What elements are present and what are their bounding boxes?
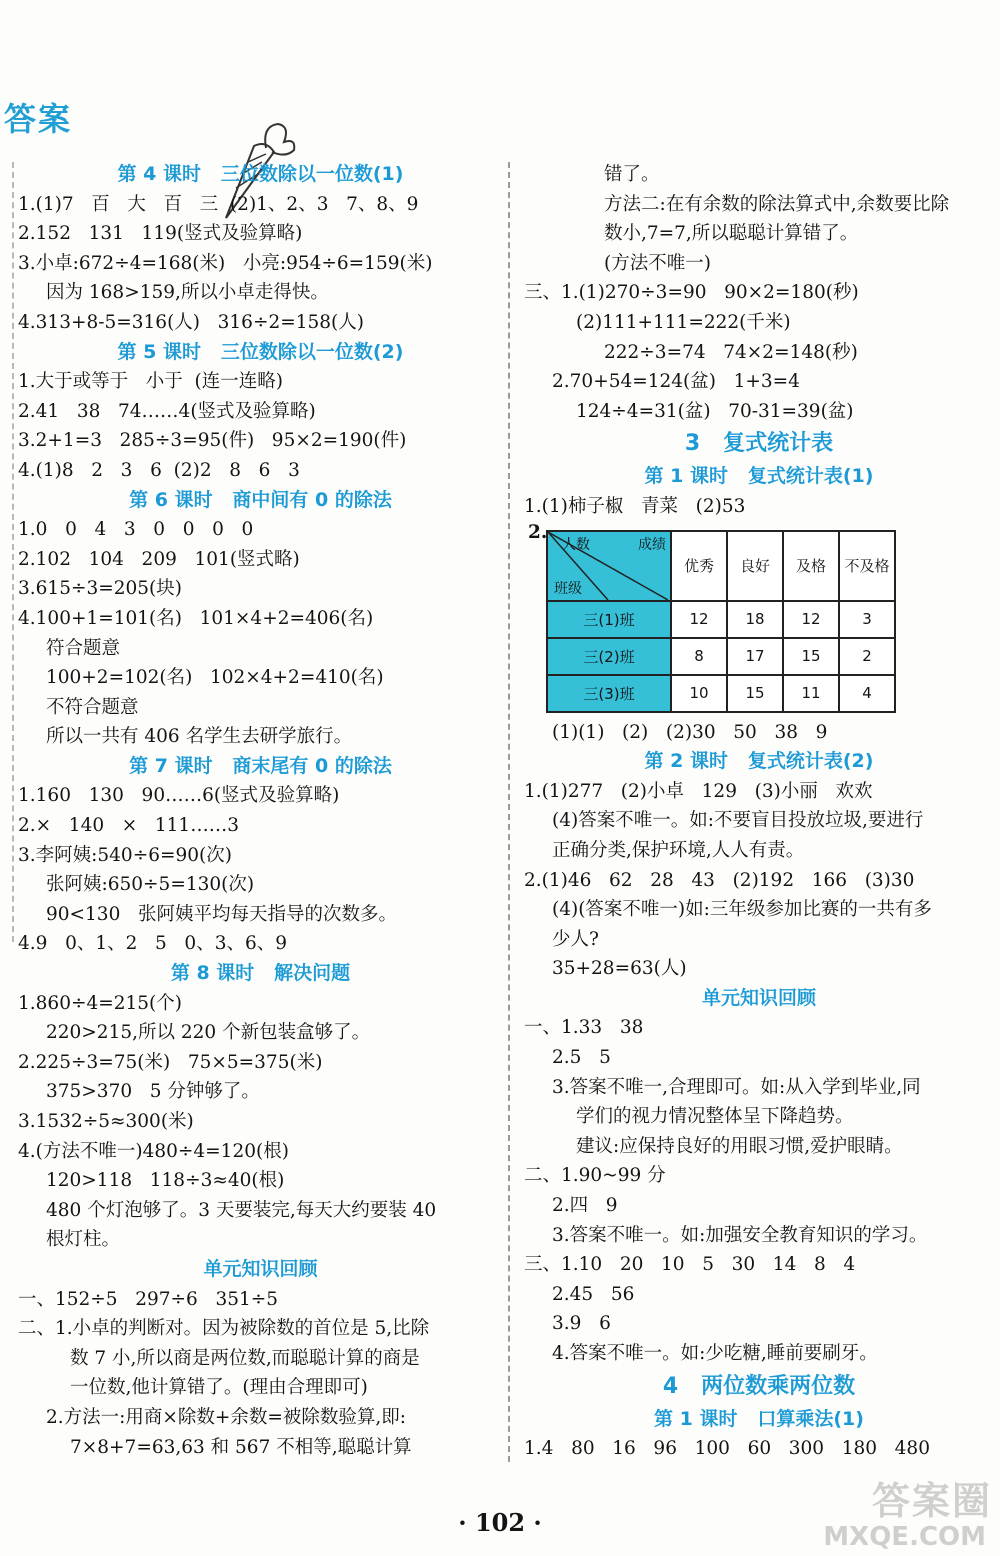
stat-table-block bbox=[524, 522, 994, 718]
answer-line: 2.102 104 209 101(竖式略) bbox=[18, 548, 300, 570]
watermark-logo: 答案圈 bbox=[871, 1479, 992, 1523]
corner-label-count: 人数 bbox=[562, 536, 590, 553]
answer-line: 1.4 80 16 96 100 60 300 180 480 bbox=[524, 1438, 930, 1460]
answer-line: 1.(1)7 百 大 百 三 (2)1、2、3 7、8、9 bbox=[18, 193, 419, 215]
answer-line: 222÷3=74 74×2=148(秒) bbox=[604, 341, 858, 363]
answer-line: 4.9 0、1、2 5 0、3、6、9 bbox=[18, 933, 288, 955]
answer-line: (4)答案不唯一。如:不要盲目投放垃圾,要进行 bbox=[552, 810, 924, 832]
lesson-heading: 单元知识回顾 bbox=[203, 1257, 318, 1280]
answer-line: 2.四 9 bbox=[552, 1195, 618, 1217]
answer-line: 3.李阿姨:540÷6=90(次) bbox=[18, 844, 232, 866]
lesson-heading: 第 2 课时 复式统计表(2) bbox=[644, 750, 874, 773]
lesson-heading: 第 4 课时 三位数除以一位数(1) bbox=[117, 163, 404, 185]
answer-line: 2.152 131 119(竖式及验算略) bbox=[18, 223, 303, 245]
answer-line: 120>118 118÷3≈40(根) bbox=[46, 1170, 285, 1192]
answer-line: 480 个灯泡够了。3 天要装完,每天大约要装 40 bbox=[46, 1199, 437, 1221]
answer-line: 3.2+1=3 285÷3=95(件) 95×2=190(件) bbox=[18, 430, 407, 452]
value-cell: 12 bbox=[671, 601, 727, 638]
answer-line: 二、1.90~99 分 bbox=[524, 1165, 666, 1187]
lesson-heading: 第 1 课时 口算乘法(1) bbox=[654, 1407, 864, 1430]
lesson-heading: 第 6 课时 商中间有 0 的除法 bbox=[129, 488, 392, 511]
answer-line: 数小,7=7,所以聪聪计算错了。 bbox=[604, 223, 859, 245]
lesson-heading: 第 8 课时 解决问题 bbox=[170, 962, 351, 985]
answer-line: 375>370 5 分钟够了。 bbox=[46, 1081, 260, 1103]
answer-line: 三、1.10 20 10 5 30 14 8 4 bbox=[524, 1254, 856, 1276]
answer-line: 3.小卓:672÷4=168(米) 小亮:954÷6=159(米) bbox=[18, 252, 433, 274]
answer-line: 1.(1)柿子椒 青菜 (2)53 bbox=[524, 495, 746, 517]
answer-line: 2.225÷3=75(米) 75×5=375(米) bbox=[18, 1051, 323, 1073]
answer-line: 100+2=102(名) 102×4+2=410(名) bbox=[46, 667, 384, 689]
answer-line: 3.615÷3=205(块) bbox=[18, 578, 182, 600]
answer-line: (2)111+111=222(千米) bbox=[576, 311, 791, 333]
unit-heading: 4 两位数乘两位数 bbox=[662, 1373, 856, 1399]
answer-line: 3.答案不唯一,合理即可。如:从入学到毕业,同 bbox=[552, 1076, 921, 1098]
header-pass: 及格 bbox=[783, 531, 839, 601]
answer-line: 错了。 bbox=[604, 164, 660, 185]
answer-line: 2.× 140 × 111……3 bbox=[18, 815, 239, 837]
answer-line: 2.(1)46 62 28 43 (2)192 166 (3)30 bbox=[524, 869, 915, 891]
answer-line: (4)(答案不唯一)如:三年级参加比赛的一共有多 bbox=[552, 899, 932, 921]
answer-line: (1)(1) (2) (2)30 50 38 9 bbox=[552, 721, 828, 743]
right-bottom-block bbox=[524, 718, 994, 1464]
answer-line: 符合题意 bbox=[46, 637, 121, 659]
value-cell: 8 bbox=[671, 638, 727, 675]
answer-line: 方法二:在有余数的除法算式中,余数要比除 bbox=[604, 193, 950, 215]
answer-line: 因为 168>159,所以小卓走得快。 bbox=[46, 282, 329, 304]
value-cell: 10 bbox=[671, 675, 727, 712]
header-fail: 不及格 bbox=[839, 531, 895, 601]
answer-line: 少人? bbox=[552, 928, 599, 950]
answer-line: 124÷4=31(盆) 70-31=39(盆) bbox=[576, 400, 854, 422]
answer-line: 建议:应保持良好的用眼习惯,爱护眼睛。 bbox=[576, 1135, 903, 1157]
value-cell: 12 bbox=[783, 601, 839, 638]
answer-line: 正确分类,保护环境,人人有责。 bbox=[552, 839, 805, 861]
watermark-url: MXQE.COM bbox=[823, 1522, 986, 1552]
class-cell: 三(2)班 bbox=[547, 638, 671, 675]
value-cell: 4 bbox=[839, 675, 895, 712]
value-cell: 15 bbox=[727, 675, 783, 712]
answer-line: 一位数,他计算错了。(理由合理即可) bbox=[70, 1377, 368, 1399]
answer-line: 一、1.33 38 bbox=[524, 1017, 644, 1039]
page-number: · 102 · bbox=[458, 1508, 542, 1537]
class-cell: 三(1)班 bbox=[547, 601, 671, 638]
corner-label-class: 班级 bbox=[554, 580, 582, 597]
answer-line: 3.1532÷5≈300(米) bbox=[18, 1111, 194, 1132]
value-cell: 17 bbox=[727, 638, 783, 675]
answer-line: (方法不唯一) bbox=[604, 252, 711, 274]
answer-line: 学们的视力情况整体呈下降趋势。 bbox=[576, 1106, 854, 1128]
answer-line: 2.70+54=124(盆) 1+3=4 bbox=[552, 371, 800, 393]
answer-line: 3.答案不唯一。如:加强安全教育知识的学习。 bbox=[552, 1224, 928, 1246]
answer-line: 4.313+8-5=316(人) 316÷2=158(人) bbox=[18, 311, 364, 333]
answer-line: 不符合题意 bbox=[46, 696, 139, 718]
lesson-heading: 第 1 课时 复式统计表(1) bbox=[644, 465, 874, 488]
answer-line: 张阿姨:650÷5=130(次) bbox=[46, 874, 255, 896]
header-excellent: 优秀 bbox=[671, 531, 727, 601]
left-margin-divider bbox=[12, 162, 14, 942]
page-title: 答案 bbox=[4, 100, 73, 138]
answer-line: 一、152÷5 297÷6 351÷5 bbox=[18, 1288, 279, 1310]
question-number: 2. bbox=[528, 521, 548, 543]
answer-line: 1.0 0 4 3 0 0 0 0 bbox=[18, 519, 254, 541]
value-cell: 15 bbox=[783, 638, 839, 675]
answer-line: 4.答案不唯一。如:少吃糖,睡前要刷牙。 bbox=[552, 1343, 878, 1364]
lesson-heading: 第 7 课时 商末尾有 0 的除法 bbox=[129, 754, 392, 777]
answer-line: 1.大于或等于 小于 (连一连略) bbox=[18, 371, 283, 393]
answer-line: 1.860÷4=215(个) bbox=[18, 992, 182, 1014]
answer-line: 数 7 小,所以商是两位数,而聪聪计算的商是 bbox=[70, 1347, 420, 1369]
answer-line: 三、1.(1)270÷3=90 90×2=180(秒) bbox=[524, 282, 859, 304]
left-column bbox=[18, 160, 503, 1462]
value-cell: 11 bbox=[783, 675, 839, 712]
answer-line: 4.(1)8 2 3 6 (2)2 8 6 3 bbox=[18, 459, 300, 481]
value-cell: 2 bbox=[839, 638, 895, 675]
answer-line: 二、1.小卓的判断对。因为被除数的首位是 5,比除 bbox=[18, 1318, 430, 1340]
answer-line: 根灯柱。 bbox=[46, 1229, 121, 1251]
right-top-block bbox=[524, 160, 994, 522]
lesson-heading: 单元知识回顾 bbox=[701, 986, 816, 1009]
answer-line: 1.160 130 90……6(竖式及验算略) bbox=[18, 785, 340, 807]
value-cell: 3 bbox=[839, 601, 895, 638]
answer-line: 1.(1)277 (2)小卓 129 (3)小丽 欢欢 bbox=[524, 780, 873, 802]
table-corner-cell bbox=[547, 531, 671, 601]
answer-line: 90<130 张阿姨平均每天指导的次数多。 bbox=[46, 903, 397, 925]
unit-heading: 3 复式统计表 bbox=[684, 431, 834, 457]
lesson-heading: 第 5 课时 三位数除以一位数(2) bbox=[117, 340, 404, 363]
value-cell: 18 bbox=[727, 601, 783, 638]
answer-line: 2.方法一:用商×除数+余数=被除数验算,即: bbox=[46, 1406, 407, 1428]
answer-line: 所以一共有 406 名学生去研学旅行。 bbox=[46, 726, 353, 748]
answer-line: 2.45 56 bbox=[552, 1283, 635, 1305]
answer-line: 4.100+1=101(名) 101×4+2=406(名) bbox=[18, 607, 374, 629]
compound-statistics-table bbox=[546, 530, 896, 713]
table-row bbox=[547, 601, 895, 638]
answer-line: 4.(方法不唯一)480÷4=120(根) bbox=[18, 1140, 289, 1162]
header-good: 良好 bbox=[727, 531, 783, 601]
answer-line: 220>215,所以 220 个新包装盒够了。 bbox=[46, 1022, 371, 1044]
answer-line: 2.41 38 74……4(竖式及验算略) bbox=[18, 400, 316, 422]
answer-line: 35+28=63(人) bbox=[552, 958, 687, 980]
table-row bbox=[547, 638, 895, 675]
right-column bbox=[524, 160, 994, 1464]
table-row bbox=[547, 675, 895, 712]
answer-line: 7×8+7=63,63 和 567 不相等,聪聪计算 bbox=[70, 1436, 412, 1458]
answer-line: 2.5 5 bbox=[552, 1047, 611, 1069]
corner-label-grade: 成绩 bbox=[638, 536, 666, 553]
column-divider bbox=[508, 162, 510, 1462]
answer-line: 3.9 6 bbox=[552, 1313, 611, 1335]
class-cell: 三(3)班 bbox=[547, 675, 671, 712]
